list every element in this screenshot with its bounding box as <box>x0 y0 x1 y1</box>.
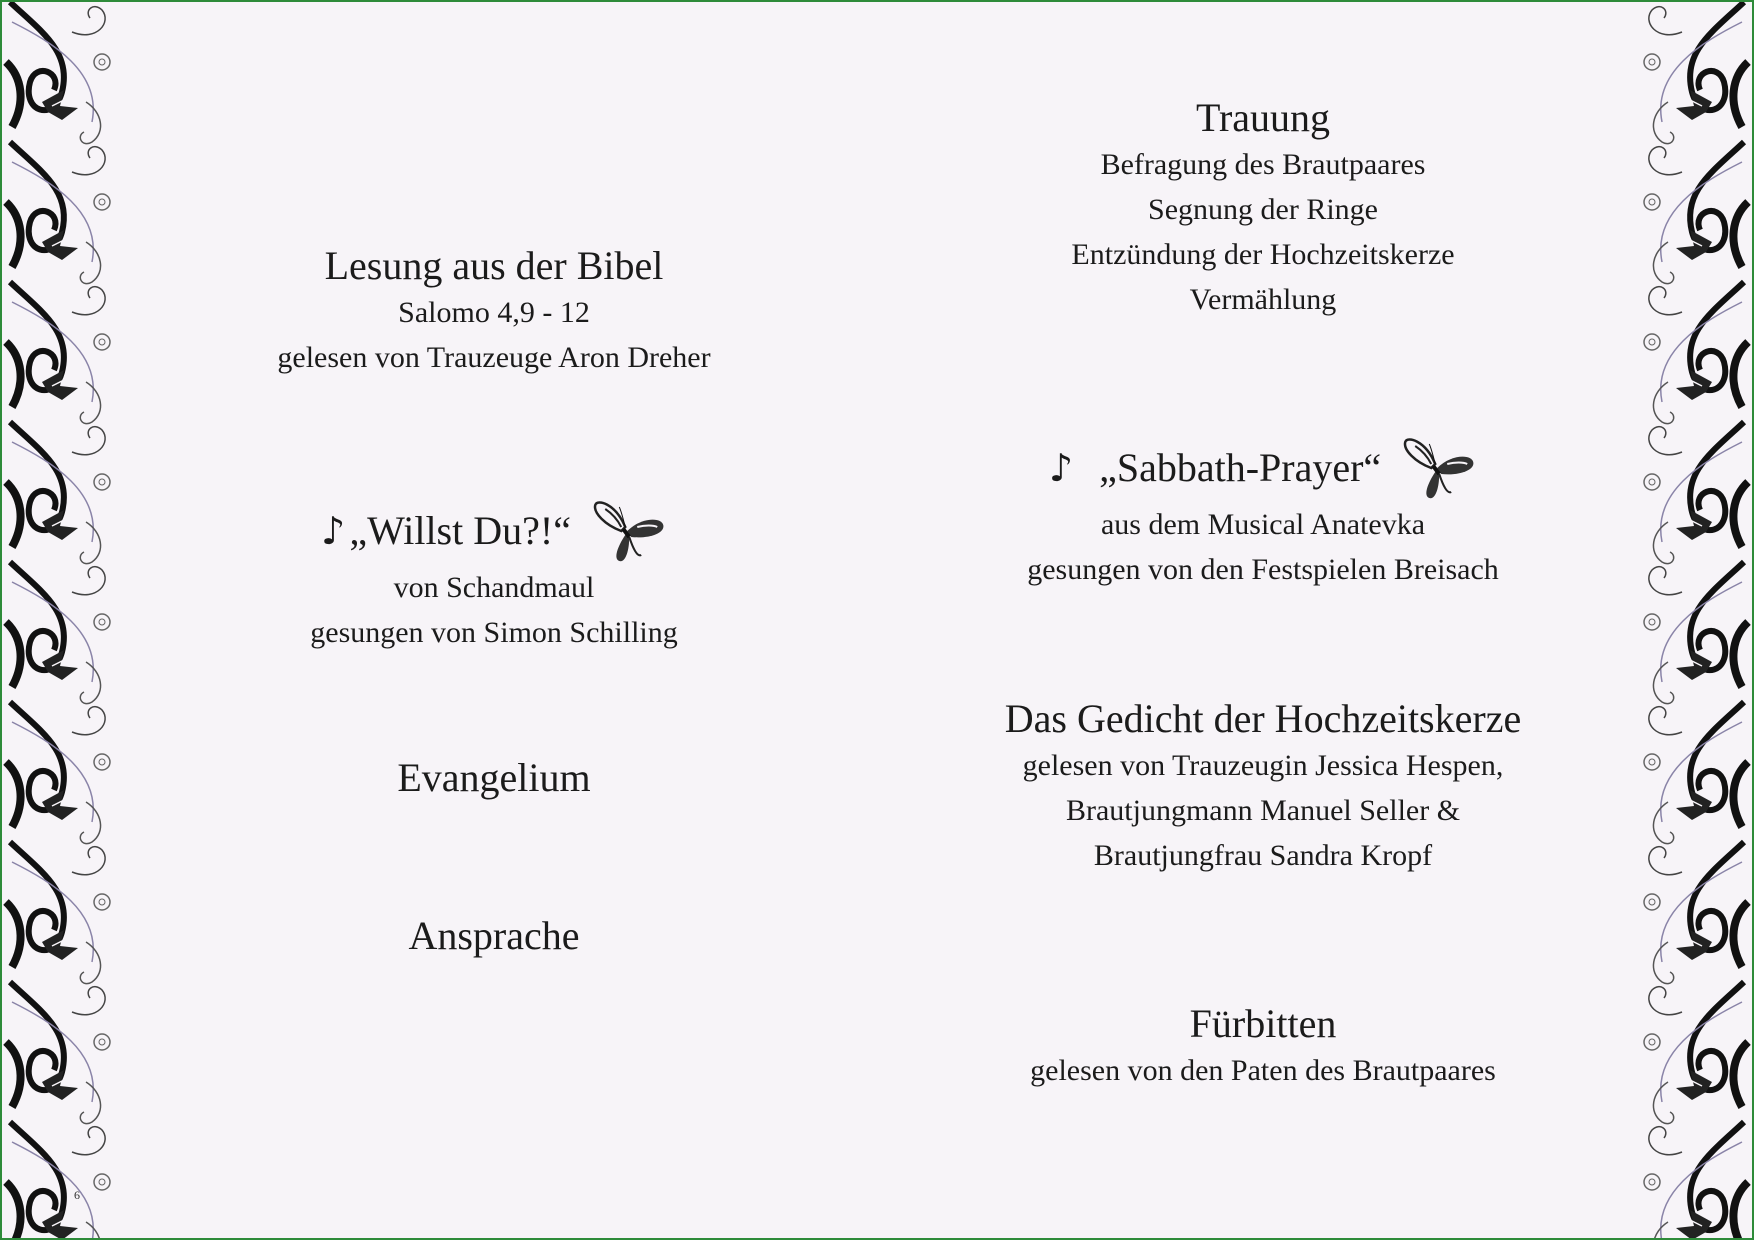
section-title-fuerbitten: Fürbitten <box>1189 1001 1337 1046</box>
floral-border-left <box>2 2 132 1238</box>
section-lesung <box>277 242 710 380</box>
text-line: Salomo 4,9 - 12 <box>398 296 590 329</box>
section-title-lesung: Lesung aus der Bibel <box>324 243 664 288</box>
text-line: gesungen von Simon Schilling <box>310 616 678 649</box>
section-lied-sabbath-prayer <box>1027 434 1499 592</box>
section-title-evangelium: Evangelium <box>397 755 591 800</box>
section-title-lied2 <box>1049 434 1477 502</box>
section-gedicht <box>1005 695 1521 878</box>
floral-border-right <box>1622 2 1752 1238</box>
section-title-ansprache: Ansprache <box>408 913 580 958</box>
section-trauung <box>1071 94 1454 322</box>
section-fuerbitten <box>1030 1000 1496 1093</box>
section-evangelium <box>397 754 590 802</box>
text-line: gelesen von Trauzeugin Jessica Hespen, <box>1022 749 1504 782</box>
text-line: gesungen von den Festspielen Breisach <box>1027 553 1499 586</box>
text-line: Brautjungmann Manuel Seller & <box>1065 794 1461 827</box>
song-title: „Sabbath-Prayer“ <box>1099 445 1382 490</box>
text-line: Segnung der Ringe <box>1148 193 1378 226</box>
text-line: gelesen von den Paten des Brautpaares <box>1030 1054 1496 1087</box>
page-number: 6 <box>74 1188 80 1202</box>
section-title-lied1 <box>321 497 667 565</box>
section-ansprache <box>408 912 579 960</box>
text-line: Befragung des Brautpaares <box>1100 148 1426 181</box>
song-title: „Willst Du?!“ <box>349 508 571 553</box>
section-title-gedicht: Das Gedicht der Hochzeitskerze <box>1004 696 1522 741</box>
section-title-trauung: Trauung <box>1195 95 1331 140</box>
text-line: Brautjungfrau Sandra Kropf <box>1093 839 1433 872</box>
butterfly-icon <box>1401 434 1477 502</box>
text-line: gelesen von Trauzeuge Aron Dreher <box>277 341 711 374</box>
butterfly-icon <box>591 497 667 565</box>
text-line: Vermählung <box>1189 283 1337 316</box>
text-line: Entzündung der Hochzeitskerze <box>1071 238 1455 271</box>
music-note-icon: ♪ <box>321 509 346 553</box>
section-lied-willst-du <box>310 497 678 655</box>
music-note-icon: ♪ <box>1048 446 1074 490</box>
text-line: aus dem Musical Anatevka <box>1100 508 1426 541</box>
text-line: von Schandmaul <box>393 571 595 604</box>
